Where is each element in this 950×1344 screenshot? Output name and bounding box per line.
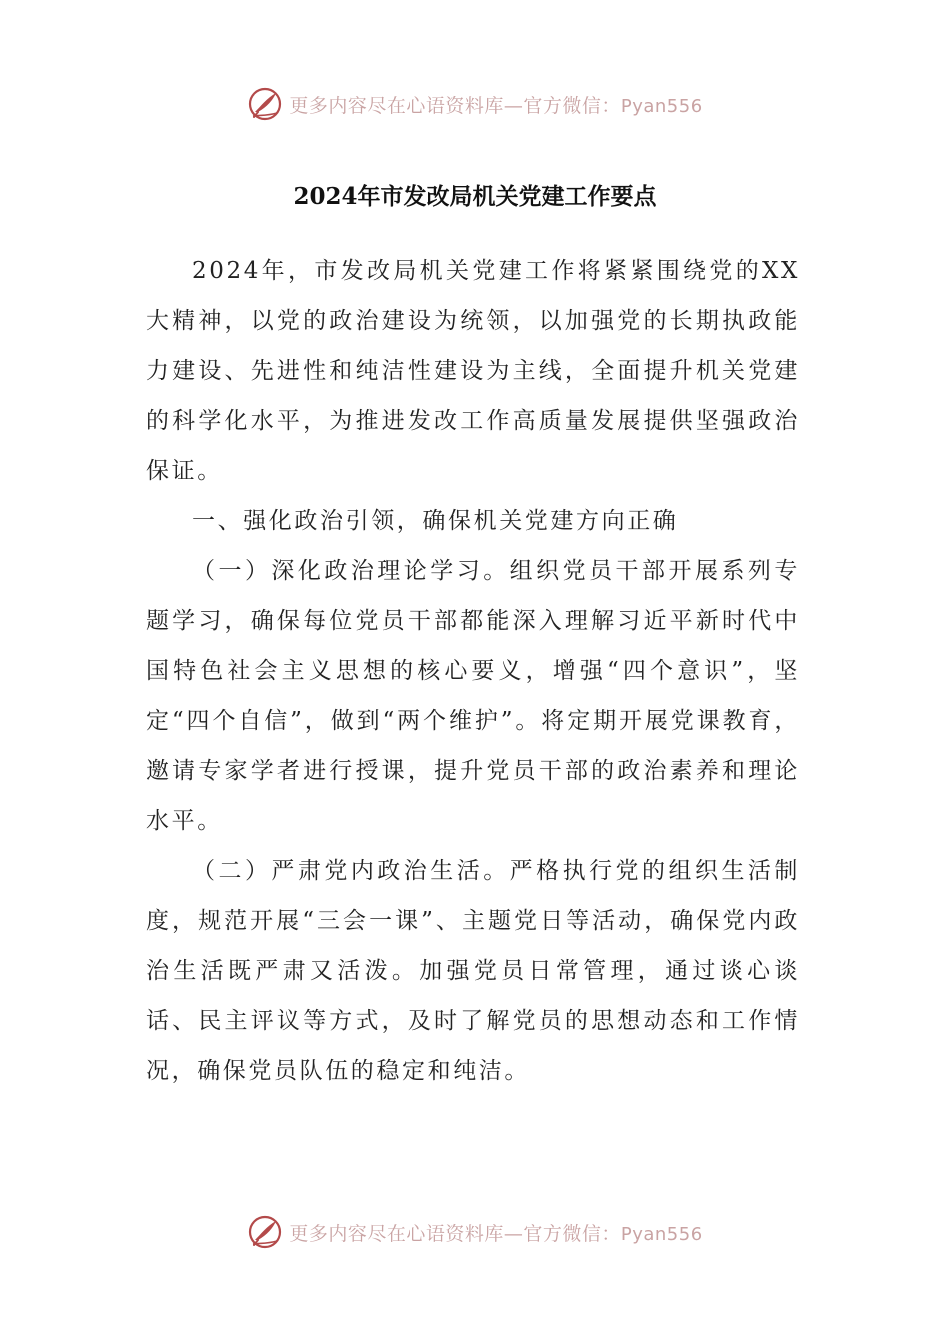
watermark-text bbox=[289, 91, 702, 118]
subsection-paragraph-1: （一）深化政治理论学习。组织党员干部开展系列专题学习，确保每位党员干部都能深入理解习近平新时代中国特色社会主义思想的核心要义，增强“四个意识”，坚定“四个自信”，做到“两个维护”。将定期开展党课教育，邀请专家学者进行授课，提升党员干部的政治素养和理论水平。 bbox=[146, 558, 800, 834]
document-body bbox=[146, 246, 800, 1096]
watermark-slogan: 更多内容尽在心语资料库—官方微信： bbox=[289, 1222, 621, 1245]
intro-paragraph: 2024年，市发改局机关党建工作将紧紧围绕党的XX大精神，以党的政治建设为统领，以加强党的长期执政能力建设、先进性和纯洁性建设为主线，全面提升机关党建的科学化水平，为推进发改工作高质量发展提供坚强政治保证。 bbox=[146, 258, 800, 484]
section-heading-1: 一、强化政治引领，确保机关党建方向正确 bbox=[192, 508, 679, 534]
footer-watermark bbox=[0, 1210, 950, 1254]
subsection-paragraph-2: （二）严肃党内政治生活。严格执行党的组织生活制度，规范开展“三会一课”、主题党日等活动，确保党内政治生活既严肃又活泼。加强党员日常管理，通过谈心谈话、民主评议等方式，及时了解党员的思想动态和工作情况，确保党员队伍的稳定和纯洁。 bbox=[146, 858, 800, 1084]
watermark-slogan: 更多内容尽在心语资料库—官方微信： bbox=[289, 94, 621, 117]
quill-logo-icon bbox=[247, 86, 283, 122]
document-title: 2024年市发改局机关党建工作要点 bbox=[293, 183, 657, 210]
watermark-wechat-id: Pyan556 bbox=[620, 95, 703, 117]
watermark-text bbox=[289, 1219, 702, 1246]
quill-logo-icon bbox=[247, 1214, 283, 1250]
watermark-wechat-id: Pyan556 bbox=[620, 1223, 703, 1245]
header-watermark bbox=[0, 82, 950, 126]
